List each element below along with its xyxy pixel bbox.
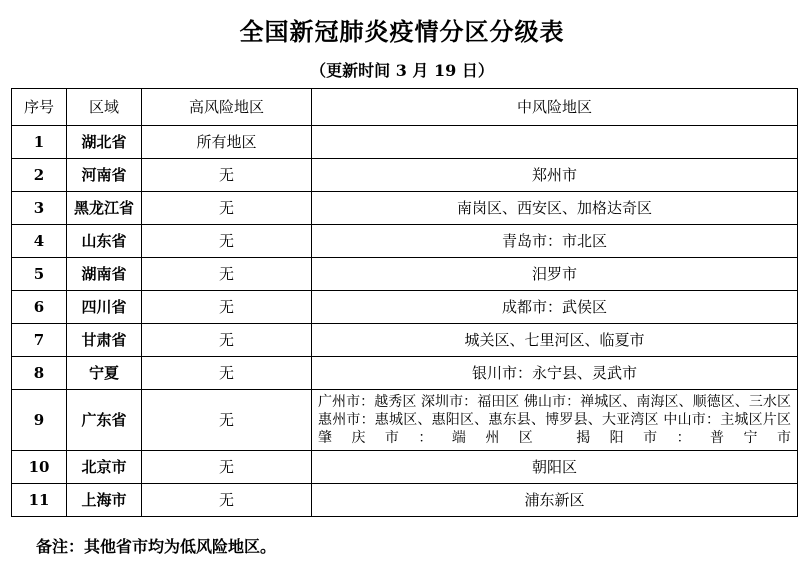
header-high-risk: 高风险地区 [142, 89, 312, 126]
table-row [12, 357, 798, 390]
row-region: 湖北省 [67, 126, 142, 159]
row-medium-risk: 青岛市：市北区 [312, 225, 798, 258]
row-region: 湖南省 [67, 258, 142, 291]
row-medium-risk: 银川市：永宁县、灵武市 [312, 357, 798, 390]
row-medium-risk: 南岗区、西安区、加格达奇区 [312, 192, 798, 225]
row-high-risk: 无 [142, 451, 312, 484]
row-medium-risk: 朝阳区 [312, 451, 798, 484]
row-region: 山东省 [67, 225, 142, 258]
row-no: 9 [12, 390, 67, 451]
table-row [12, 225, 798, 258]
header-region: 区域 [67, 89, 142, 126]
row-region: 北京市 [67, 451, 142, 484]
footnote: 备注：其他省市均为低风险地区。 [36, 537, 277, 556]
row-medium-risk: 郑州市 [312, 159, 798, 192]
header-medium-risk: 中风险地区 [312, 89, 798, 126]
row-medium-risk: 城关区、七里河区、临夏市 [312, 324, 798, 357]
row-high-risk: 无 [142, 291, 312, 324]
row-no: 4 [12, 225, 67, 258]
row-region: 四川省 [67, 291, 142, 324]
row-medium-risk: 广州市：越秀区 深圳市：福田区 佛山市：禅城区、南海区、顺德区、三水区 惠州市：惠城区、惠阳区、惠东县、博罗县、大亚湾区 中山市：主城区片区 肇庆市：端州区 揭阳市：普宁市 [312, 390, 798, 451]
row-high-risk: 无 [142, 357, 312, 390]
row-no: 10 [12, 451, 67, 484]
row-medium-risk: 成都市：武侯区 [312, 291, 798, 324]
row-no: 1 [12, 126, 67, 159]
header-no: 序号 [12, 89, 67, 126]
row-no: 3 [12, 192, 67, 225]
row-region: 广东省 [67, 390, 142, 451]
table-row [12, 484, 798, 517]
table-row [12, 291, 798, 324]
row-region: 甘肃省 [67, 324, 142, 357]
row-high-risk: 无 [142, 159, 312, 192]
row-high-risk: 无 [142, 192, 312, 225]
table-row [12, 451, 798, 484]
table-row [12, 390, 798, 451]
row-high-risk: 无 [142, 324, 312, 357]
row-region: 宁夏 [67, 357, 142, 390]
row-high-risk: 无 [142, 390, 312, 451]
update-time: （更新时间 3 月 19 日） [310, 61, 494, 80]
row-no: 2 [12, 159, 67, 192]
row-region: 上海市 [67, 484, 142, 517]
row-no: 5 [12, 258, 67, 291]
row-no: 8 [12, 357, 67, 390]
table-row [12, 192, 798, 225]
row-medium-risk [312, 126, 798, 159]
table-row [12, 159, 798, 192]
row-high-risk: 无 [142, 225, 312, 258]
row-region: 河南省 [67, 159, 142, 192]
row-no: 6 [12, 291, 67, 324]
row-high-risk: 无 [142, 258, 312, 291]
row-no: 7 [12, 324, 67, 357]
row-medium-risk: 浦东新区 [312, 484, 798, 517]
table-row [12, 126, 798, 159]
row-high-risk: 无 [142, 484, 312, 517]
row-medium-risk: 汨罗市 [312, 258, 798, 291]
risk-grade-table [11, 88, 798, 517]
row-region: 黑龙江省 [67, 192, 142, 225]
row-high-risk: 所有地区 [142, 126, 312, 159]
table-header-row [12, 89, 798, 126]
table-row [12, 258, 798, 291]
row-no: 11 [12, 484, 67, 517]
page-title: 全国新冠肺炎疫情分区分级表 [239, 17, 565, 46]
table-row [12, 324, 798, 357]
